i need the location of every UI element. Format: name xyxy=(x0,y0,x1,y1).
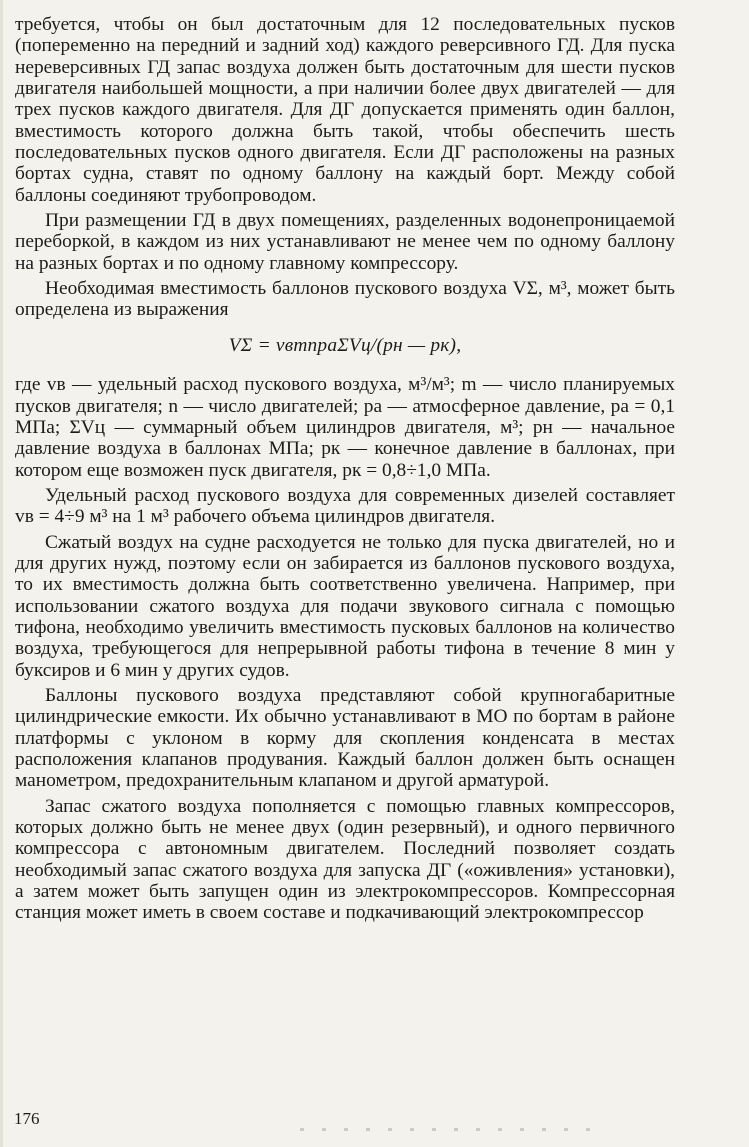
scan-artifact xyxy=(300,1128,600,1131)
body-text xyxy=(15,14,675,924)
paragraph-4: где vв — удельный расход пускового воздуха, м³/м³; m — число планируемых пусков двигателя; n — число двигателей; pa — атмосферное давление, pa = 0,1 МПа; ΣVц — суммарный объем цилиндров двигателя, м³; pн — начальное давление воздуха в баллонах МПа; pк — конечное давление в баллонах, при котором еще возможен пуск двигателя, pк = 0,8÷1,0 МПа. xyxy=(15,374,675,481)
paragraph-1: требуется, чтобы он был достаточным для 12 последовательных пусков (попеременно на передний и задний ход) каждого реверсивного ГД. Для пуска нереверсивных ГД запас воздуха должен быть достаточным для шести пусков двигателя наибольшей мощности, а при наличии более двух двигателей — для трех пусков каждого двигателя. Для ДГ допускается применять один баллон, вместимость которого должна быть такой, чтобы обеспечить шесть последовательных пусков одного двигателя. Если ДГ расположены на разных бортах судна, ставят по одному баллону на каждый борт. Между собой баллоны соединяют трубопроводом. xyxy=(15,14,675,206)
paragraph-7: Баллоны пускового воздуха представляют собой крупногабаритные цилиндрические емкости. Их обычно устанавливают в МО по бортам в районе платформы с уклоном в корму для скопления конденсата в местах расположения клапанов продувания. Каждый баллон должен быть оснащен манометром, предохранительным клапаном и другой арматурой. xyxy=(15,684,675,792)
paragraph-8: Запас сжатого воздуха пополняется с помощью главных компрессоров, которых должно быть не менее двух (один резервный), и одного первичного компрессора с автономным двигателем. Последний позволяет создать необходимый запас сжатого воздуха для запуска ДГ («оживления» установки), а затем может быть запущен один из электрокомпрессоров. Компрессорная станция может иметь в своем составе и подкачивающий электрокомпрессор xyxy=(15,795,675,924)
paragraph-6: Сжатый воздух на судне расходуется не только для пуска двигателей, но и для других нужд, поэтому если он забирается из баллонов пускового воздуха, то их вместимость должна быть соответственно увеличена. Например, при использовании сжатого воздуха для подачи звукового сигнала с помощью тифона, необходимо увеличить вместимость пусковых баллонов на количество воздуха, требующегося для непрерывной работы тифона в течение 8 мин у буксиров и 6 мин у других судов. xyxy=(15,531,675,681)
page-number: 176 xyxy=(14,1109,40,1128)
paragraph-5: Удельный расход пускового воздуха для современных дизелей составляет vв = 4÷9 м³ на 1 м³ рабочего объема цилиндров двигателя. xyxy=(15,484,675,528)
paragraph-3: Необходимая вместимость баллонов пускового воздуха VΣ, м³, может быть определена из выражения xyxy=(15,278,675,321)
paragraph-2: При размещении ГД в двух помещениях, разделенных водонепроницаемой переборкой, в каждом из них устанавливают не менее чем по одному баллону на разных бортах и по одному главному компрессору. xyxy=(15,210,675,274)
scan-edge xyxy=(0,0,3,1147)
formula: VΣ = vвmnpaΣVц/(pн — pк), xyxy=(228,334,462,356)
